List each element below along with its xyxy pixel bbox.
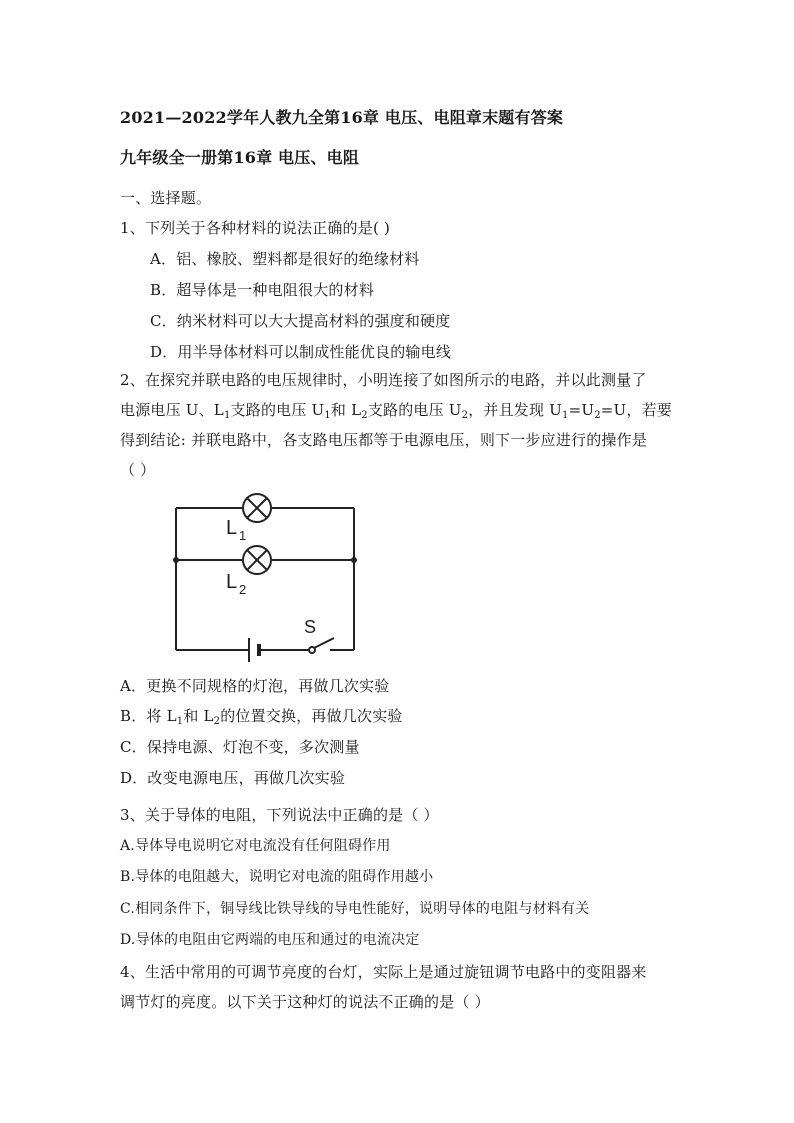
q3-option-d: D.导体的电阻由它两端的电压和通过的电流决定 [120,932,420,948]
q2-option-b-text: B．将 L [120,707,177,725]
q2-option-b-text: 的位置交换，再做几次实验 [220,707,403,725]
q1-option-c: C．纳米材料可以大大提高材料的强度和硬度 [150,312,451,330]
label-l2: L [226,571,238,593]
battery-icon [249,638,259,662]
q3-option-a: A.导体导电说明它对电流没有任何阻碍作用 [120,838,391,854]
section-heading: 一、选择题。 [120,189,212,207]
q1-stem: 1、下列关于各种材料的说法正确的是( ) [120,219,391,237]
q2-stem-line1: 2、在探究并联电路的电压规律时，小明连接了如图所示的电路，并以此测量了 [120,371,647,389]
subscript: 2 [213,716,221,727]
q2-text: 电源电压 U、L [120,401,224,419]
label-l1: L [226,517,238,539]
subscript: 1 [176,716,184,727]
chapter-subtitle: 九年级全一册第16章 电压、电阻 [120,148,360,167]
circuit-diagram [160,478,370,668]
q2-option-b [120,706,403,726]
q2-text: 支路的电压 U [367,401,462,419]
q2-stem-line3: 得到结论: 并联电路中，各支路电压都等于电源电压，则下一步应进行的操作是 [120,431,648,449]
q1-option-a: A．铝、橡胶、塑料都是很好的绝缘材料 [150,250,420,268]
q2-option-a: A．更换不同规格的灯泡，再做几次实验 [120,677,390,695]
junction-dot [351,557,357,563]
q2-option-b-text: 和 L [183,707,214,725]
q3-option-c: C.相同条件下，铜导线比铁导线的导电性能好，说明导体的电阻与材料有关 [120,901,590,917]
q3-stem: 3、关于导体的电阻，下列说法中正确的是（ ） [120,806,439,824]
q1-option-d: D．用半导体材料可以制成性能优良的输电线 [150,343,452,361]
junction-dot [173,557,179,563]
subscript: 1 [562,410,569,421]
q2-text: 和 L [330,401,362,419]
q4-stem-line2: 调节灯的亮度。以下关于这种灯的说法不正确的是（ ） [120,993,490,1011]
q1-option-b: B．超导体是一种电阻很大的材料 [150,281,375,299]
q4-stem-line1: 4、生活中常用的可调节亮度的台灯，实际上是通过旋钮调节电路中的变阻器来 [120,963,647,981]
document-title: 2021—2022学年人教九全第16章 电压、电阻章末题有答案 [120,108,564,127]
label-l2-sub: 2 [239,582,247,597]
label-switch: S [304,617,317,637]
subscript: 1 [324,410,331,421]
q2-text: =U，若要 [600,401,672,419]
q2-stem-line2 [120,400,672,420]
q2-option-d: D．改变电源电压，再做几次实验 [120,769,346,787]
q2-text: ，并且发现 U [468,401,563,419]
lamp-l2-icon [243,546,271,574]
q2-option-c: C．保持电源、灯泡不变，多次测量 [120,738,360,756]
subscript: 2 [594,410,601,421]
q2-text: =U [568,401,595,419]
subscript: 2 [361,410,368,421]
subscript: 2 [461,410,469,421]
label-l1-sub: 1 [239,528,247,543]
subscript: 1 [223,410,231,421]
lamp-l1-icon [243,494,271,522]
q3-option-b: B.导体的电阻越大，说明它对电流的阻碍作用越小 [120,869,434,885]
q2-text: 支路的电压 U [230,401,325,419]
q2-stem-line4: （ ） [120,461,156,479]
